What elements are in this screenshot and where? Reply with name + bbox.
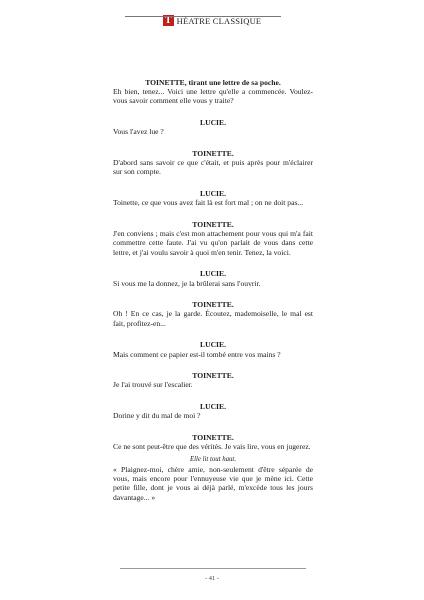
dialogue-block [113,340,313,358]
speaker-name: TOINETTE. [192,371,234,381]
speaker-name: LUCIE. [200,340,226,350]
speech-line: Eh bien, tenez... Voici une lettre qu'elle a commencée. Voulez-vous savoir comment elle vous y traite? [113,87,313,106]
logo-letter: T [163,15,174,26]
speech-line: Si vous me la donnez, je la brûlerai sans l'ouvrir. [113,278,261,288]
speech-line: J'en conviens ; mais c'est mon attachement pour vous qui m'a fait commettre cette faute. J'ai vu qu'on parlait de vous dans cette lettre, et j'ai voulu savoir à quoi m'en tenir. Tenez, la voici. [113,229,313,257]
logo-title: HÉATRE CLASSIQUE [176,15,262,26]
play-text [113,78,313,502]
dialogue-block [113,269,313,287]
dialogue-block [113,433,313,502]
letter-text: « Plaignez-moi, chère amie, non-seulement d'être séparée de vous, mais encore pour l'ennuyeuse vie que je mène ici. Cette petite fille, dont je vous ai déjà parlé, m'excède tous les jours davantage... » [113,464,313,502]
stage-direction: Elle lit tout haut. [189,456,237,464]
speaker-name: LUCIE. [200,118,226,128]
speaker-name: TOINETTE. [192,149,234,159]
speech-line: D'abord sans savoir ce que c'était, et puis après pour m'éclairer sur son compte. [113,158,313,177]
dialogue-block [113,371,313,389]
speech-line: Oh ! En ce cas, je la garde. Écoutez, mademoiselle, le mal est fait, profitez-en... [113,309,313,328]
footer-rule [120,568,306,569]
speaker-name: TOINETTE, tirant une lettre de sa poche. [145,78,281,87]
speech-line: Toinette, ce que vous avez fait là est fort mal ; on ne doit pas... [113,198,304,208]
dialogue-block [113,300,313,328]
speaker-name: LUCIE. [200,402,226,412]
page-number: - 41 - [204,575,220,582]
speaker-name: TOINETTE. [192,300,234,310]
speaker-name: LUCIE. [200,269,226,279]
dialogue-block [113,78,313,106]
speaker-name: TOINETTE. [192,433,234,443]
dialogue-block [113,220,313,257]
speech-line: Ce ne sont peut-être que des vérités. Je vais lire, vous en jugerez. [113,442,311,452]
dialogue-block [113,402,313,420]
header-rule [125,16,281,17]
speaker-name: TOINETTE. [192,220,234,230]
speech-line: Dorine y dit du mal de moi ? [113,411,201,421]
speech-line: Je l'ai trouvé sur l'escalier. [113,380,193,390]
dialogue-block [113,149,313,177]
speech-line: Vous l'avez lue ? [113,127,164,137]
dialogue-block [113,118,313,136]
speech-line: Mais comment ce papier est-il tombé entre vos mains ? [113,349,281,359]
speaker-name: LUCIE. [200,189,226,199]
dialogue-block [113,189,313,207]
